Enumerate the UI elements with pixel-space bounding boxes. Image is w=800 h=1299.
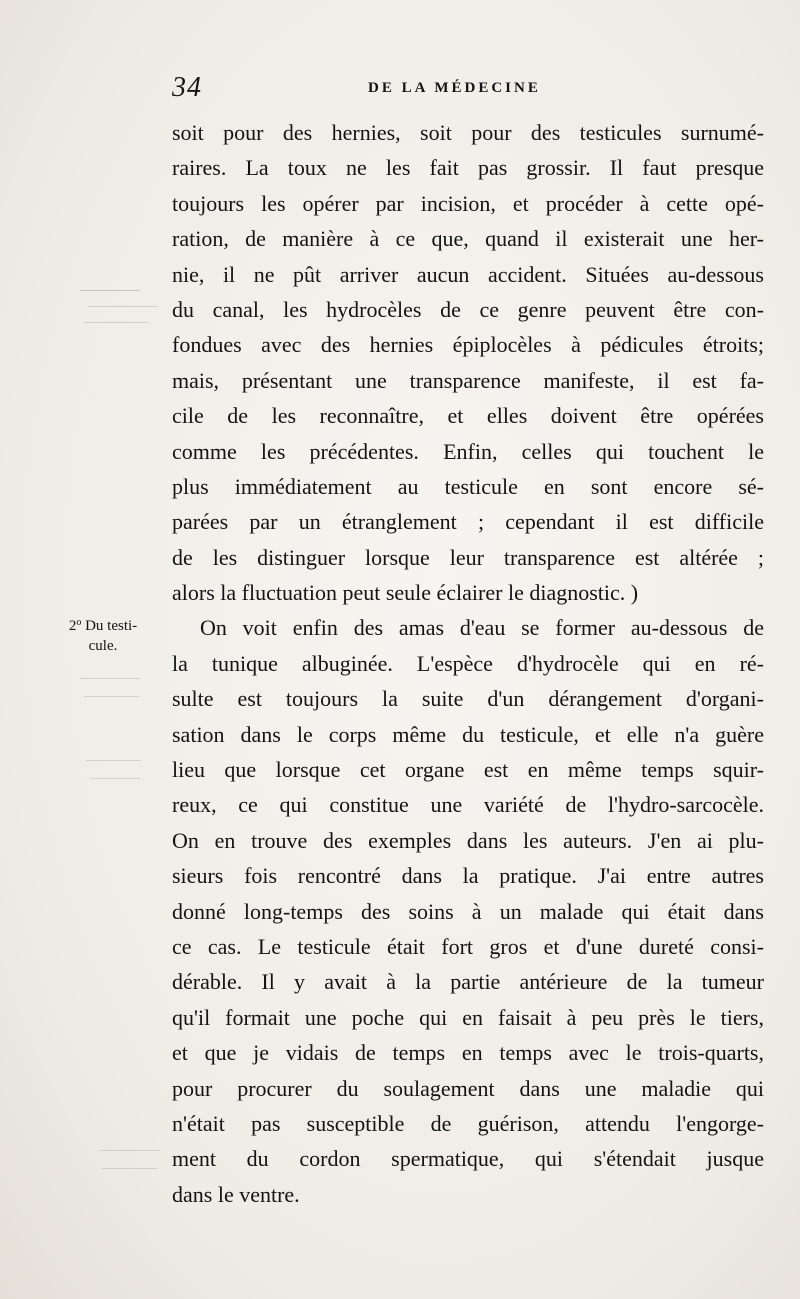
text-line: et que je vidais de temps en temps avec le trois-quarts, <box>172 1040 764 1066</box>
text-line: dérable. Il y avait à la partie antérieure de la tumeur <box>172 969 764 995</box>
text-line: soit pour des hernies, soit pour des testicules surnumé- <box>172 120 764 145</box>
text-line: mais, présentant une transparence manifeste, il est fa- <box>172 367 764 393</box>
text-line: plus immédiatement au testicule en sont encore sé- <box>172 473 764 499</box>
text-line: lieu que lorsque cet organe est en même temps squir- <box>172 757 764 783</box>
text-line: pour procurer du soulagement dans une maladie qui <box>172 1075 764 1101</box>
text-line: cile de les reconnaître, et elles doivent être opérées <box>172 403 764 429</box>
bleed-through-marks-bottom <box>90 1140 180 1200</box>
text-line: toujours les opérer par incision, et procéder à cette opé- <box>172 190 764 216</box>
text-line: comme les précédentes. Enfin, celles qui touchent le <box>172 438 764 464</box>
running-title: DE LA MÉDECINE <box>368 80 541 96</box>
text-line: sulte est toujours la suite d'un dérangement d'organi- <box>172 686 764 712</box>
text-line: sieurs fois rencontré dans la pratique. J'ai entre autres <box>172 863 764 889</box>
marginal-note-line-1 <box>48 613 158 636</box>
text-line: nie, il ne pût arriver aucun accident. Situées au-dessous <box>172 261 764 287</box>
text-line: parées par un étranglement ; cependant il est difficile <box>172 509 764 535</box>
text-line: fondues avec des hernies épiplocèles à pédicules étroits; <box>172 332 764 358</box>
text-line: reux, ce qui constitue une variété de l'hydro-sarcocèle. <box>172 792 764 818</box>
text-line: qu'il formait une poche qui en faisait à peu près le tiers, <box>172 1004 764 1030</box>
text-line: raires. La toux ne les fait pas grossir. Il faut presque <box>172 155 764 181</box>
marginal-note <box>48 613 158 656</box>
page-header <box>172 72 592 112</box>
page-number: 34 <box>172 72 202 103</box>
bleed-through-marks-lower <box>60 670 160 810</box>
marginal-note-line-2: cule. <box>88 638 118 654</box>
marginal-note-superscript: o <box>76 617 82 628</box>
text-line: sation dans le corps même du testicule, et elle n'a guère <box>172 721 764 747</box>
text-line: On en trouve des exemples dans les auteurs. J'en ai plu- <box>172 827 764 853</box>
text-line: dans le ventre. <box>172 1181 300 1207</box>
body-text <box>172 115 764 1212</box>
text-line: la tunique albuginée. L'espèce d'hydrocèle qui en ré- <box>172 650 764 676</box>
text-line: du canal, les hydrocèles de ce genre peuvent être con- <box>172 296 764 322</box>
text-line: On voit enfin des amas d'eau se former au-dessous de <box>200 615 764 641</box>
marginal-note-text: Du testi- <box>85 618 138 634</box>
marginal-note-number: 2 <box>68 618 77 634</box>
text-line: de les distinguer lorsque leur transparence est altérée ; <box>172 544 764 570</box>
bleed-through-marks <box>70 280 170 360</box>
text-line: donné long-temps des soins à un malade qui était dans <box>172 898 764 924</box>
text-line: ment du cordon spermatique, qui s'étendait jusque <box>172 1146 764 1172</box>
text-line: ration, de manière à ce que, quand il existerait une her- <box>172 226 764 252</box>
text-line: ce cas. Le testicule était fort gros et d'une dureté consi- <box>172 933 764 959</box>
text-line: n'était pas susceptible de guérison, attendu l'engorge- <box>172 1110 764 1136</box>
text-line: alors la fluctuation peut seule éclairer le diagnostic. ) <box>172 580 639 606</box>
